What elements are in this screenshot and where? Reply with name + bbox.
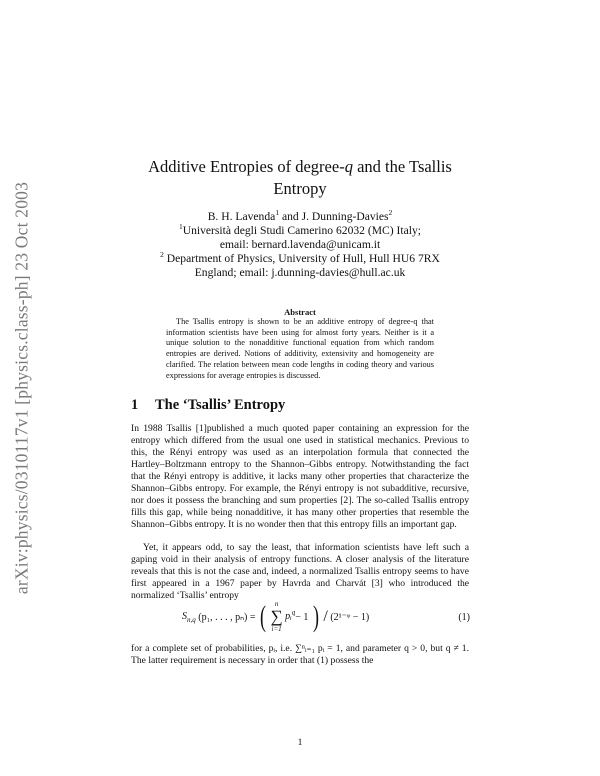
affiliation-2: $^2$ Department of Physics, University of Hull, Hull HU6 7RX bbox=[160, 250, 440, 265]
body-paragraph-3: for a complete set of probabilities, pᵢ, i.e. ∑ⁿᵢ₌₁ pᵢ = 1, and parameter q > 0, but q ≠ 1. The latter requirement is necessary in order that (1) possess the bbox=[131, 643, 469, 666]
title-line-1: Additive Entropies of degree-q and the Tsallis bbox=[148, 157, 452, 176]
page-number: 1 bbox=[297, 737, 303, 748]
email-2: England; email: j.dunning-davies@hull.ac.uk bbox=[194, 266, 406, 279]
paper-title bbox=[120, 156, 480, 200]
abstract-text: The Tsallis entropy is shown to be an additive entropy of degree-q that information scientists have been using for almost forty years. Neither is it a unique solution to the nonadditive functional equation from which random entropies are derived. Notions of additivity, extensivity and homogeneity are clarified. The relation between mean code lengths in coding theory and various expressions for average entropies is discussed. bbox=[166, 317, 434, 380]
body-paragraph-1: In 1988 Tsallis [1]published a much quoted paper containing an expression for the entropy which differed from the usual one used in statistical mechanics. Previous to this, the Rényi entropy was used as an interpolation formula that connected the Hartley–Boltzmann entropy to the Shannon–Gibbs entropy. Notwithstanding the fact that the Rényi entropy is additive, it lacks many other properties that characterize the Shannon–Gibbs entropy. For example, the Rényi entropy is not subadditive, recursive, nor does it possess the branching and sum properties [2]. The so-called Tsallis entropy fills this gap, while being nonadditive, it has many other properties that resemble the Shannon–Gibbs entropy. It is no wonder then that this entropy fills an important gap. bbox=[131, 423, 469, 530]
equation-body: $S_{n,q}$ (p₁, . . . , pₙ) = ( n ∑ i=1 pᵢ$^q$− 1 ) / (2¹⁻ᵠ − 1) bbox=[182, 600, 370, 633]
email-1: email: bernard.lavenda@unicam.it bbox=[219, 238, 381, 251]
affiliation-1: $^1$Università degli Studi Camerino 62032 (MC) Italy; bbox=[178, 222, 422, 237]
equation-number: (1) bbox=[458, 612, 470, 623]
section-title: The ‘Tsallis’ Entropy bbox=[155, 397, 286, 413]
section-heading bbox=[131, 397, 285, 414]
author-block bbox=[100, 210, 500, 280]
summation-sign: n ∑ i=1 bbox=[270, 600, 283, 633]
arxiv-identifier: arXiv:physics/0310117v1 [physics.class-ph] 23 Oct 2003 bbox=[11, 181, 32, 595]
abstract-heading: Abstract bbox=[284, 307, 316, 317]
title-line-2: Entropy bbox=[273, 179, 327, 198]
section-number: 1 bbox=[131, 397, 139, 413]
body-paragraph-2: Yet, it appears odd, to say the least, that information scientists have left such a gaping void in their analysis of entropy functions. A closer analysis of the literature reveals that this is not the case and, indeed, a normalized Tsallis entropy seems to have first appeared in a 1967 paper by Havrda and Charvát [3] who introduced the normalized ‘Tsallis’ entropy bbox=[131, 542, 469, 601]
author-names: B. H. Lavenda$^1$ and J. Dunning-Davies$^2$ bbox=[207, 208, 393, 223]
equation-1 bbox=[160, 600, 470, 636]
